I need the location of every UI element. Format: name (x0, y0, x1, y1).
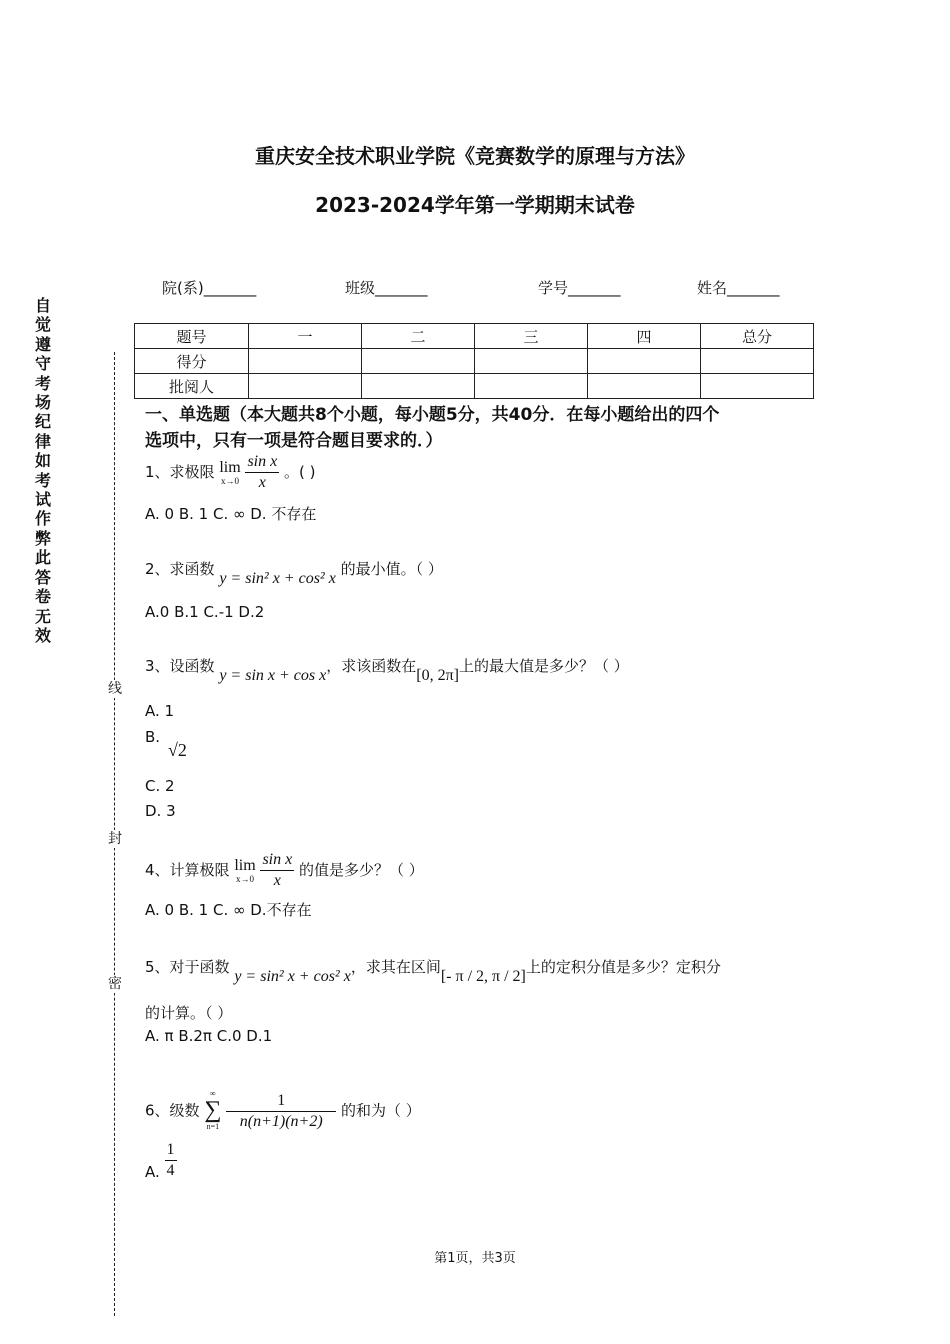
question-6: 6、级数 ∞ ∑ n=1 $\frac{1}{n(n+1)(n+2)}$ 的和为（ ） (145, 1089, 421, 1131)
fraction-numerator: 1 (165, 1140, 177, 1161)
lim-symbol: lim (234, 856, 256, 874)
lim-subscript: x→0 (236, 873, 254, 884)
table-row (135, 374, 814, 399)
seal-char-mi: 密 (108, 976, 122, 992)
lim-symbol: lim (219, 458, 241, 476)
section-heading-line1: 一、单选题（本大题共8个小题，每小题5分，共40分．在每小题给出的四个 (145, 405, 720, 425)
question-5: 5、对于函数 y = sin² x + cos² x，求其在区间[- π / 2, π / 2]上的定积分值是多少？定积分 (145, 958, 721, 985)
question-1: 1、求极限 lim x→0 $\frac{\text{sin x}}{x}$ 。( ) (145, 453, 316, 491)
fraction-numerator: 1 (226, 1091, 336, 1112)
lim-subscript: x→0 (221, 475, 239, 486)
question-6-option-a: A. $\frac{1}{4}$ (145, 1141, 175, 1181)
info-student-id: 学号_______ (538, 279, 621, 297)
question-3-option-b: B. (145, 728, 161, 746)
table-cell: 总分 (701, 324, 814, 349)
table-cell: 得分 (135, 349, 249, 374)
table-cell: 四 (588, 324, 701, 349)
table-cell (475, 374, 588, 399)
table-cell: 三 (475, 324, 588, 349)
table-cell (362, 349, 475, 374)
question-4: 4、计算极限 lim x→0 $\frac{\text{sin x}}{x}$ 的值是多少？（ ） (145, 851, 424, 889)
sum-lower-limit: n=1 (206, 1122, 220, 1131)
question-2: 2、求函数 y = sin² x + cos² x 的最小值。（ ） (145, 560, 443, 587)
table-cell (249, 374, 362, 399)
summation (204, 1090, 221, 1132)
question-4-options: A. 0 B. 1 C. ∞ D.不存在 (145, 901, 312, 919)
interval-formula: [- π / 2, π / 2] (440, 968, 526, 985)
fraction-numerator: sin x (245, 452, 279, 473)
question-3-option-a: A. 1 (145, 702, 175, 720)
question-2-options: A.0 B.1 C.-1 D.2 (145, 603, 265, 621)
seal-char-feng: 封 (108, 831, 122, 847)
question-3-option-d: D. 3 (145, 802, 176, 820)
seal-char-xian: 线 (108, 681, 122, 697)
score-table (134, 323, 814, 399)
table-cell (588, 374, 701, 399)
exam-title-line2: 2023-2024学年第一学期期末试卷 (315, 193, 635, 217)
question-5-line2: 的计算。（ ） (145, 1004, 233, 1022)
fraction-denominator: x (258, 474, 266, 491)
interval-formula: [0, 2π] (416, 667, 459, 684)
margin-warning-note: 自觉遵守考场纪律如考试作弊此答卷无效 (34, 296, 51, 645)
table-cell: 二 (362, 324, 475, 349)
function-formula: y = sin x + cos x (219, 667, 327, 684)
sigma-icon: ∑ (204, 1097, 222, 1123)
page-footer: 第1页，共3页 (434, 1251, 516, 1266)
fraction-numerator: sin x (260, 850, 294, 871)
exam-title-line1: 重庆安全技术职业学院《竞赛数学的原理与方法》 (255, 144, 695, 168)
function-formula: y = sin² x + cos² x (219, 570, 336, 587)
info-name: 姓名_______ (697, 279, 780, 297)
sqrt-two: √2 (168, 740, 187, 760)
sum-upper-limit: ∞ (210, 1089, 216, 1098)
table-cell (475, 349, 588, 374)
fraction-denominator: x (273, 872, 281, 889)
table-cell (701, 374, 814, 399)
info-department: 院(系)_______ (162, 279, 257, 297)
fraction-denominator: 4 (166, 1162, 175, 1179)
table-cell: 批阅人 (135, 374, 249, 399)
question-5-options: A. π B.2π C.0 D.1 (145, 1027, 273, 1045)
function-formula: y = sin² x + cos² x (234, 968, 351, 985)
question-3: 3、设函数 y = sin x + cos x，求该函数在[0, 2π]上的最大值是多少？（ ） (145, 657, 629, 684)
table-cell: 一 (249, 324, 362, 349)
question-3-option-c: C. 2 (145, 777, 175, 795)
score-table-header-row (135, 324, 814, 349)
table-cell (249, 349, 362, 374)
question-1-options: A. 0 B. 1 C. ∞ D. 不存在 (145, 505, 317, 523)
table-cell: 题号 (135, 324, 249, 349)
section-heading-line2: 选项中，只有一项是符合题目要求的．） (145, 431, 443, 451)
table-cell (588, 349, 701, 374)
table-row (135, 349, 814, 374)
table-cell (362, 374, 475, 399)
table-cell (701, 349, 814, 374)
info-class: 班级_______ (345, 279, 428, 297)
fraction-denominator: n(n+1)(n+2) (239, 1112, 323, 1130)
